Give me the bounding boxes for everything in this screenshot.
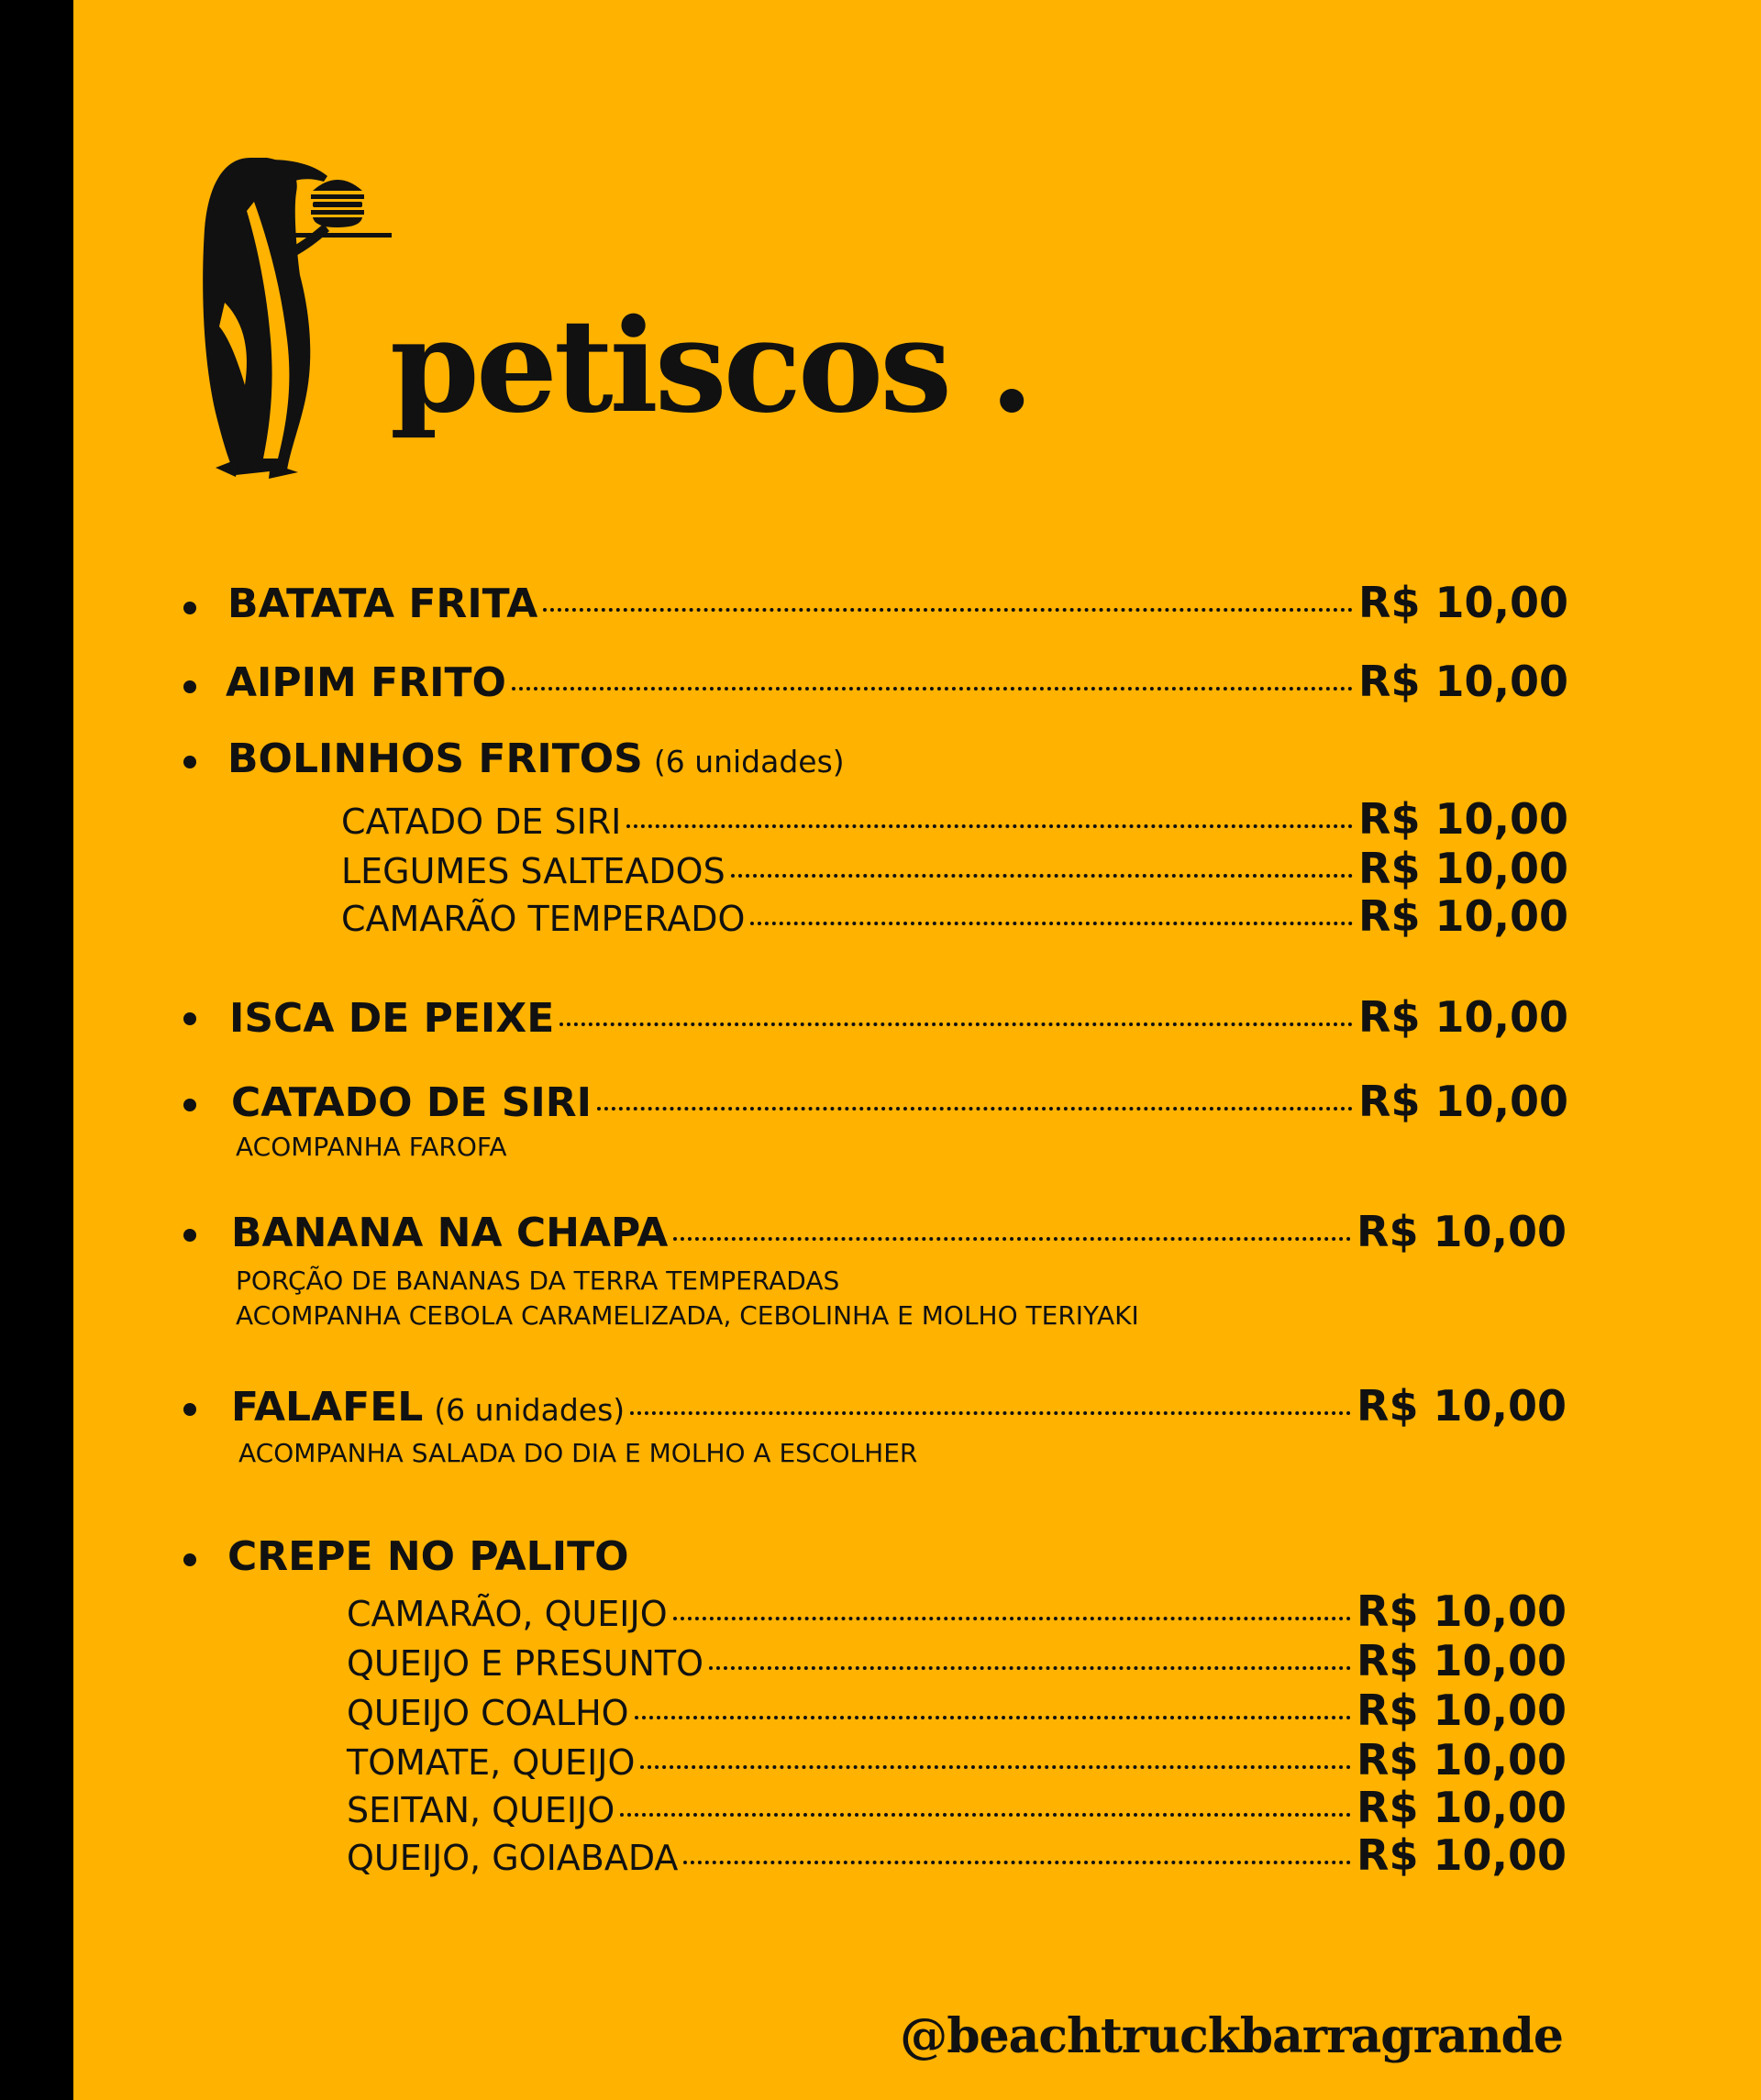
sub-item-name: CATADO DE SIRI xyxy=(341,801,622,842)
item-note: PORÇÃO DE BANANAS DA TERRA TEMPERADAS xyxy=(236,1266,840,1296)
item-price: R$ 10,00 xyxy=(1358,794,1568,844)
item-price: R$ 10,00 xyxy=(1358,992,1568,1042)
dotted-leader xyxy=(640,1765,1351,1769)
item-price: R$ 10,00 xyxy=(1358,891,1568,941)
penguin-icon xyxy=(203,158,329,479)
item-name: ISCA DE PEIXE xyxy=(229,995,555,1042)
dotted-leader xyxy=(673,1617,1351,1620)
sub-item-name: CAMARÃO TEMPERADO xyxy=(341,899,746,939)
bullet-icon xyxy=(183,1403,196,1416)
sub-item-name: QUEIJO COALHO xyxy=(347,1693,629,1733)
menu-item-batata-frita xyxy=(227,578,1568,627)
sub-item-seitan-queijo xyxy=(347,1783,1567,1832)
sub-item-camarao-queijo xyxy=(347,1586,1567,1636)
dotted-leader xyxy=(626,824,1353,828)
bullet-icon xyxy=(183,1099,196,1111)
sub-item-catado-de-siri xyxy=(341,794,1568,844)
sub-item-name: SEITAN, QUEIJO xyxy=(347,1790,615,1830)
bullet-icon xyxy=(183,1553,196,1566)
instagram-handle: @beachtruckbarragrande xyxy=(900,2008,1563,2064)
dotted-leader xyxy=(750,922,1353,925)
item-name: FALAFEL xyxy=(231,1384,424,1431)
sub-item-queijo-e-presunto xyxy=(347,1636,1567,1686)
item-price: R$ 10,00 xyxy=(1358,844,1568,893)
sub-item-queijo-goiabada xyxy=(347,1830,1567,1880)
menu-item-banana-na-chapa xyxy=(231,1207,1567,1256)
item-note: ACOMPANHA FAROFA xyxy=(236,1132,507,1162)
bullet-icon xyxy=(183,1229,196,1242)
item-name: CREPE NO PALITO xyxy=(227,1533,629,1580)
bullet-icon xyxy=(183,1012,196,1025)
item-name: BOLINHOS FRITOS xyxy=(227,735,643,782)
serving-tray xyxy=(293,233,392,238)
left-black-bar xyxy=(0,0,73,2100)
item-quantity: (6 unidades) xyxy=(434,1392,626,1428)
item-name: BATATA FRITA xyxy=(227,580,538,627)
dotted-leader xyxy=(512,687,1353,691)
sub-item-legumes-salteados xyxy=(341,844,1568,893)
burger-icon xyxy=(311,180,364,227)
item-note: ACOMPANHA SALADA DO DIA E MOLHO A ESCOLHER xyxy=(238,1438,918,1468)
dotted-leader xyxy=(673,1237,1351,1241)
item-price: R$ 10,00 xyxy=(1357,1586,1567,1636)
item-price: R$ 10,00 xyxy=(1357,1830,1567,1880)
sub-item-name: CAMARÃO, QUEIJO xyxy=(347,1594,668,1634)
bullet-icon xyxy=(183,680,196,693)
dotted-leader xyxy=(620,1813,1351,1817)
menu-item-bolinhos-fritos xyxy=(227,735,845,782)
menu-item-crepe-no-palito xyxy=(227,1533,629,1580)
sub-item-name: TOMATE, QUEIJO xyxy=(347,1742,636,1783)
dotted-leader xyxy=(559,1022,1353,1026)
bullet-icon xyxy=(183,756,196,768)
sub-item-name: QUEIJO, GOIABADA xyxy=(347,1838,679,1878)
item-price: R$ 10,00 xyxy=(1357,1783,1567,1832)
dotted-leader xyxy=(731,874,1353,878)
sub-item-name: LEGUMES SALTEADOS xyxy=(341,851,725,891)
dotted-leader xyxy=(683,1861,1351,1864)
dotted-leader xyxy=(543,608,1353,612)
item-note: ACOMPANHA CEBOLA CARAMELIZADA, CEBOLINHA E MOLHO TERIYAKI xyxy=(236,1300,1139,1331)
dotted-leader xyxy=(709,1666,1351,1670)
item-price: R$ 10,00 xyxy=(1358,578,1568,627)
menu-item-falafel xyxy=(231,1381,1567,1431)
item-name: CATADO DE SIRI xyxy=(231,1079,593,1126)
sub-item-tomate-queijo xyxy=(347,1735,1567,1785)
menu-item-catado-de-siri xyxy=(231,1077,1568,1126)
dotted-leader xyxy=(635,1716,1351,1719)
sub-item-name: QUEIJO E PRESUNTO xyxy=(347,1643,704,1684)
item-name: AIPIM FRITO xyxy=(226,659,506,706)
item-price: R$ 10,00 xyxy=(1357,1686,1567,1735)
menu-item-aipim-frito xyxy=(226,657,1568,706)
item-price: R$ 10,00 xyxy=(1357,1636,1567,1686)
item-name: BANANA NA CHAPA xyxy=(231,1210,669,1256)
page-title: petiscos . xyxy=(390,292,1031,442)
item-price: R$ 10,00 xyxy=(1357,1207,1567,1256)
sub-item-queijo-coalho xyxy=(347,1686,1567,1735)
item-price: R$ 10,00 xyxy=(1358,657,1568,706)
item-quantity: (6 unidades) xyxy=(653,744,845,779)
item-price: R$ 10,00 xyxy=(1357,1735,1567,1785)
menu-item-isca-de-peixe xyxy=(229,992,1568,1042)
bullet-icon xyxy=(183,602,196,614)
dotted-leader xyxy=(597,1107,1353,1111)
item-price: R$ 10,00 xyxy=(1358,1077,1568,1126)
item-price: R$ 10,00 xyxy=(1357,1381,1567,1431)
dotted-leader xyxy=(630,1411,1351,1415)
sub-item-camarao-temperado xyxy=(341,891,1568,941)
